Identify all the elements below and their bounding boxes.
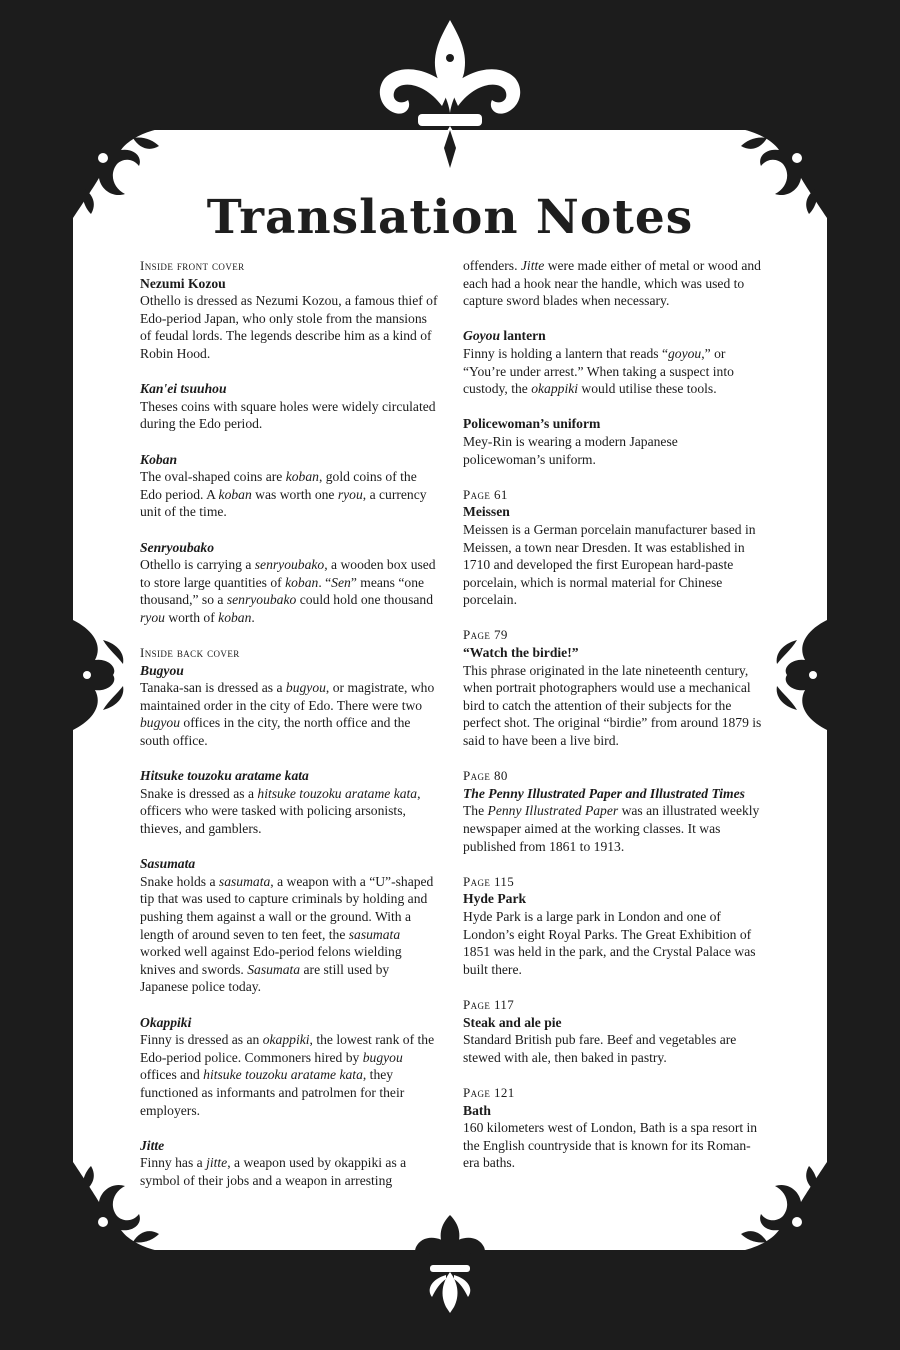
corner-flourish-bottom-right [737,1160,827,1252]
note-entry [463,873,763,979]
note-entry [140,257,440,363]
page-title: Translation Notes [206,190,694,245]
note-entry [140,539,440,627]
note-heading: Goyou lantern [463,328,546,344]
note-body: 160 kilometers west of London, Bath is a spa resort in the English countryside that is known for its Roman-era baths. [463,1120,758,1171]
note-body: Finny is holding a lantern that reads “goyou,” or “You’re under arrest.” When taking a suspect into custody, the okappiki would utilise these tools. [463,345,734,397]
page-reference: Page 115 [463,873,515,889]
fleur-de-lis-top-ornament [370,18,530,188]
page-reference: Page 80 [463,768,508,784]
side-flourish-left [73,620,133,730]
fleur-de-lis-bottom-ornament [410,1215,490,1315]
note-entry [140,451,440,521]
note-entry [463,1084,763,1172]
note-heading: The Penny Illustrated Paper and Illustrated Times [463,785,745,801]
note-body: The Penny Illustrated Paper was an illustrated weekly newspaper aimed at the working classes. It was published from 1861 to 1913. [463,803,760,854]
note-body: This phrase originated in the late nineteenth century, when portrait photographers would use a mechanical bird to catch the attention of their subjects for the perfect shot. The original “birdie” from around 1879 is said to have been a live bird. [463,662,762,749]
note-heading: Senryoubako [140,539,215,555]
note-body: offenders. Jitte were made either of metal or wood and each had a hook near the handle, which was used to capture sword blades when necessary. [463,258,761,309]
note-heading: Okappiki [140,1014,192,1030]
note-heading: Meissen [463,504,510,520]
page-reference: Inside back cover [140,645,240,661]
note-entry [140,380,440,433]
note-body: Finny has a jitte, a weapon used by okappiki as a symbol of their jobs and a weapon in arresting [140,1155,407,1188]
note-body: Mey-Rin is wearing a modern Japanese policewoman’s uniform. [463,433,678,467]
note-heading: Bugyou [140,662,184,678]
note-body: Finny is dressed as an okappiki, the lowest rank of the Edo-period police. Commoners hired by bugyou offices and hitsuke touzoku aratame kata, they functioned as informants and patrolmen for their employers. [140,1032,435,1118]
note-heading: Jitte [140,1137,165,1153]
note-body: Standard British pub fare. Beef and vegetables are stewed with ale, then baked in pastry. [463,1032,737,1065]
note-entry [463,996,763,1066]
note-heading: Hyde Park [463,891,527,907]
note-body: Snake holds a sasumata, a weapon with a “U”-shaped tip that was used to capture criminals by holding and pushing them against a wall or the ground. With a length of around seven to ten feet, the sasumata worked well against Edo-period felons wielding knives and swords. Sasumata are still used by Japanese police today. [140,873,434,995]
note-entry [140,855,440,996]
page-reference: Page 121 [463,1084,515,1100]
note-entry [463,767,763,855]
note-entry [463,415,763,468]
page-reference: Page 117 [463,996,515,1012]
note-body: Othello is carrying a senryoubako, a wooden box used to store large quantities of koban. “Sen” means “one thousand,” so a senryoubako could hold one thousand ryou worth of koban. [140,557,436,625]
right-column [463,257,763,1172]
left-column [140,257,440,1189]
page-reference: Inside front cover [140,258,245,273]
note-entry [140,644,440,750]
note-heading: Hitsuke touzoku aratame kata [140,768,309,784]
note-body: Snake is dressed as a hitsuke touzoku aratame kata, officers who were tasked with policing arsonists, thieves, and gamblers. [140,785,421,836]
note-heading: Koban [140,451,178,467]
note-body: Othello is dressed as Nezumi Kozou, a famous thief of Edo-period Japan, who only stole from the mansions of feudal lords. The legends describe him as a kind of Robin Hood. [140,293,438,361]
note-entry [463,486,763,609]
note-entry [140,767,440,837]
note-entry [140,1137,440,1190]
note-heading: Policewoman’s uniform [463,416,601,432]
note-body: The oval-shaped coins are koban, gold coins of the Edo period. A koban was worth one ryou, a currency unit of the time. [140,469,427,520]
note-heading: “Watch the birdie!” [463,645,579,661]
note-body: Meissen is a German porcelain manufacturer based in Meissen, a town near Dresden. It was established in 1710 and developed the first European hard-paste porcelain, which is normal material for Chinese porcelain. [463,521,756,608]
note-entry [140,1014,440,1120]
page-reference: Page 61 [463,486,508,502]
note-body: Hyde Park is a large park in London and one of London’s eight Royal Parks. The Great Exhibition of 1851 was held in the park, and the Crystal Palace was built there. [463,908,756,977]
note-heading: Sasumata [140,856,196,872]
note-heading: Nezumi Kozou [140,275,226,291]
note-entry [463,327,763,397]
side-flourish-right [767,620,827,730]
note-body: Theses coins with square holes were widely circulated during the Edo period. [140,398,436,432]
note-heading: Kan'ei tsuuhou [140,381,227,397]
note-heading: Steak and ale pie [463,1014,562,1030]
page-reference: Page 79 [463,627,508,643]
note-entry [463,257,763,310]
note-body: Tanaka-san is dressed as a bugyou, or magistrate, who maintained order in the city of Edo. There were two bugyou offices in the city, the north office and the south office. [140,680,435,749]
note-heading: Bath [463,1102,491,1118]
note-entry [463,626,763,749]
